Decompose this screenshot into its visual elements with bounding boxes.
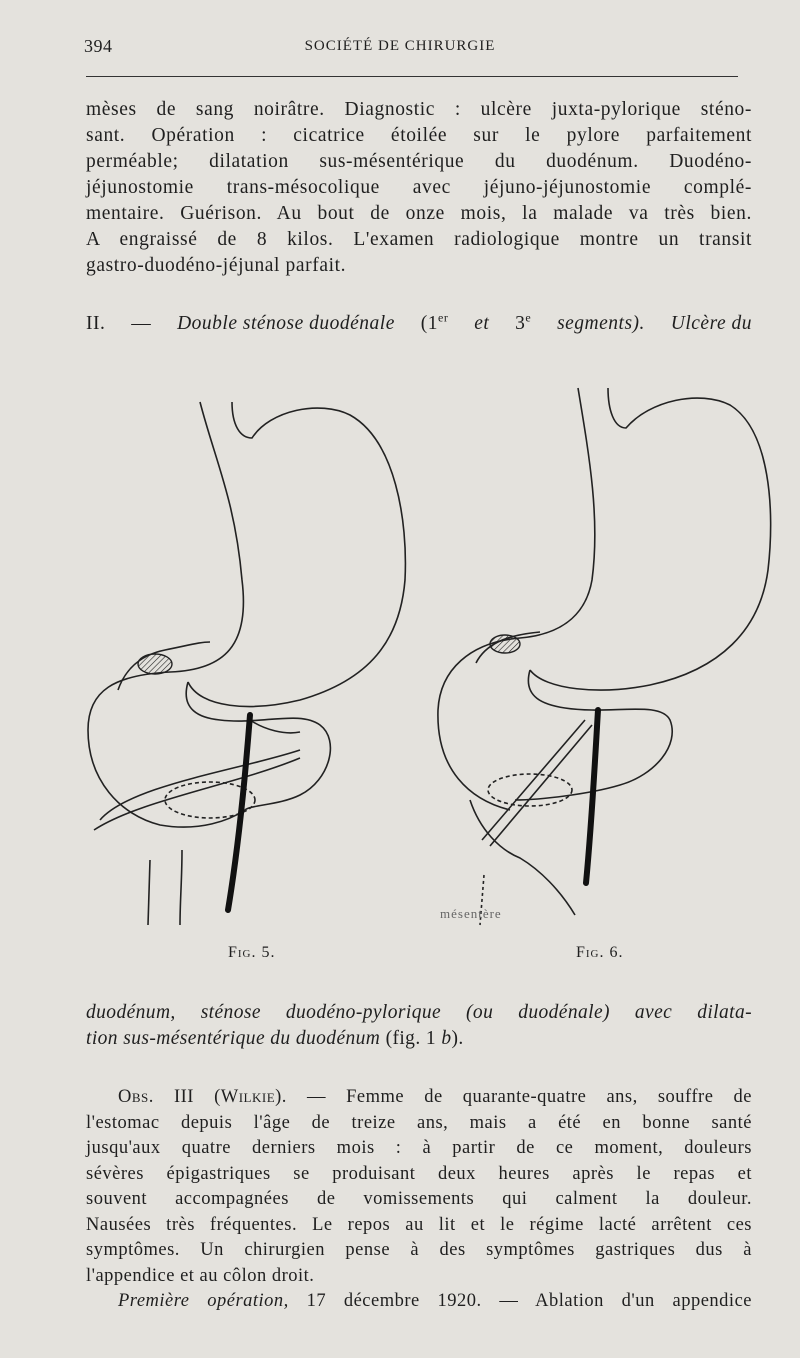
text-line: Première opération, 17 décembre 1920. — Ablation d'un appendice	[118, 1291, 752, 1311]
text-line: souvent accompagnées de vomissements qui calment la douleur.	[86, 1189, 752, 1209]
text-line: jusqu'aux quatre derniers mois : à partir de ce moment, douleurs	[86, 1138, 752, 1158]
section-segments: segments).	[557, 313, 645, 334]
text-line: sant. Opération : cicatrice étoilée sur le pylore parfaitement	[86, 125, 752, 146]
figure-5-ulcer	[138, 654, 172, 674]
section-et: et	[474, 313, 490, 334]
section-heading	[86, 310, 752, 335]
text-line: duodénum, sténose duodéno-pylorique (ou duodénale) avec dilata-	[86, 1002, 752, 1023]
section-num3: 3e	[515, 310, 532, 334]
figure-6-ulcer	[490, 635, 520, 653]
text-line: perméable; dilatation sus-mésentérique du duodénum. Duodéno-	[86, 151, 752, 172]
text-line: jéjunostomie trans-mésocolique avec jéjuno-jéjunostomie complé-	[86, 177, 752, 198]
text-line: Obs. III (Wilkie). — Femme de quarante-quatre ans, souffre de	[118, 1087, 752, 1107]
figure-6-label: mésentère	[440, 906, 502, 921]
text-line: mèses de sang noirâtre. Diagnostic : ulcère juxta-pylorique sténo-	[86, 99, 752, 120]
observation-paragraph	[86, 1085, 752, 1315]
figure-6-caption: Fig. 6.	[576, 944, 624, 961]
section-title-cont: Ulcère du	[670, 313, 752, 334]
figure-6-mesenteric-vessel	[586, 710, 598, 883]
section-numeral: II.	[86, 313, 106, 334]
figure-5-drawing	[88, 402, 405, 925]
section-paren: (1er	[420, 310, 449, 334]
text-line: mentaire. Guérison. Au bout de onze mois, la malade va très bien.	[86, 203, 752, 224]
text-line: tion sus-mésentérique du duodénum (fig. 1 b).	[86, 1028, 464, 1049]
text-line: A engraissé de 8 kilos. L'examen radiologique montre un transit	[86, 229, 752, 250]
figure-6-drawing	[438, 388, 771, 925]
text-line: symptômes. Un chirurgien pense à des symptômes gastriques dus à	[86, 1240, 752, 1260]
header-rule	[86, 76, 738, 77]
text-line: l'appendice et au côlon droit.	[86, 1265, 315, 1286]
text-line: gastro-duodéno-jéjunal parfait.	[86, 255, 347, 276]
page-number: 394	[84, 36, 113, 56]
section-continuation	[86, 1000, 752, 1052]
case-paragraph	[86, 97, 752, 279]
figure-5-caption: Fig. 5.	[228, 944, 276, 961]
running-head: SOCIÉTÉ DE CHIRURGIE	[304, 38, 496, 54]
text-line: Nausées très fréquentes. Le repos au lit et le régime lacté arrêtent ces	[86, 1214, 752, 1235]
section-dash: —	[131, 313, 152, 334]
anatomical-figures	[0, 380, 800, 940]
text-line: sévères épigastriques se produisant deux heures après le repas et	[86, 1163, 752, 1184]
figure-5-mesenteric-vessel	[228, 715, 250, 910]
text-line: l'estomac depuis l'âge de treize ans, mais a été en bonne santé	[86, 1112, 752, 1133]
section-title: Double sténose duodénale	[177, 313, 395, 334]
